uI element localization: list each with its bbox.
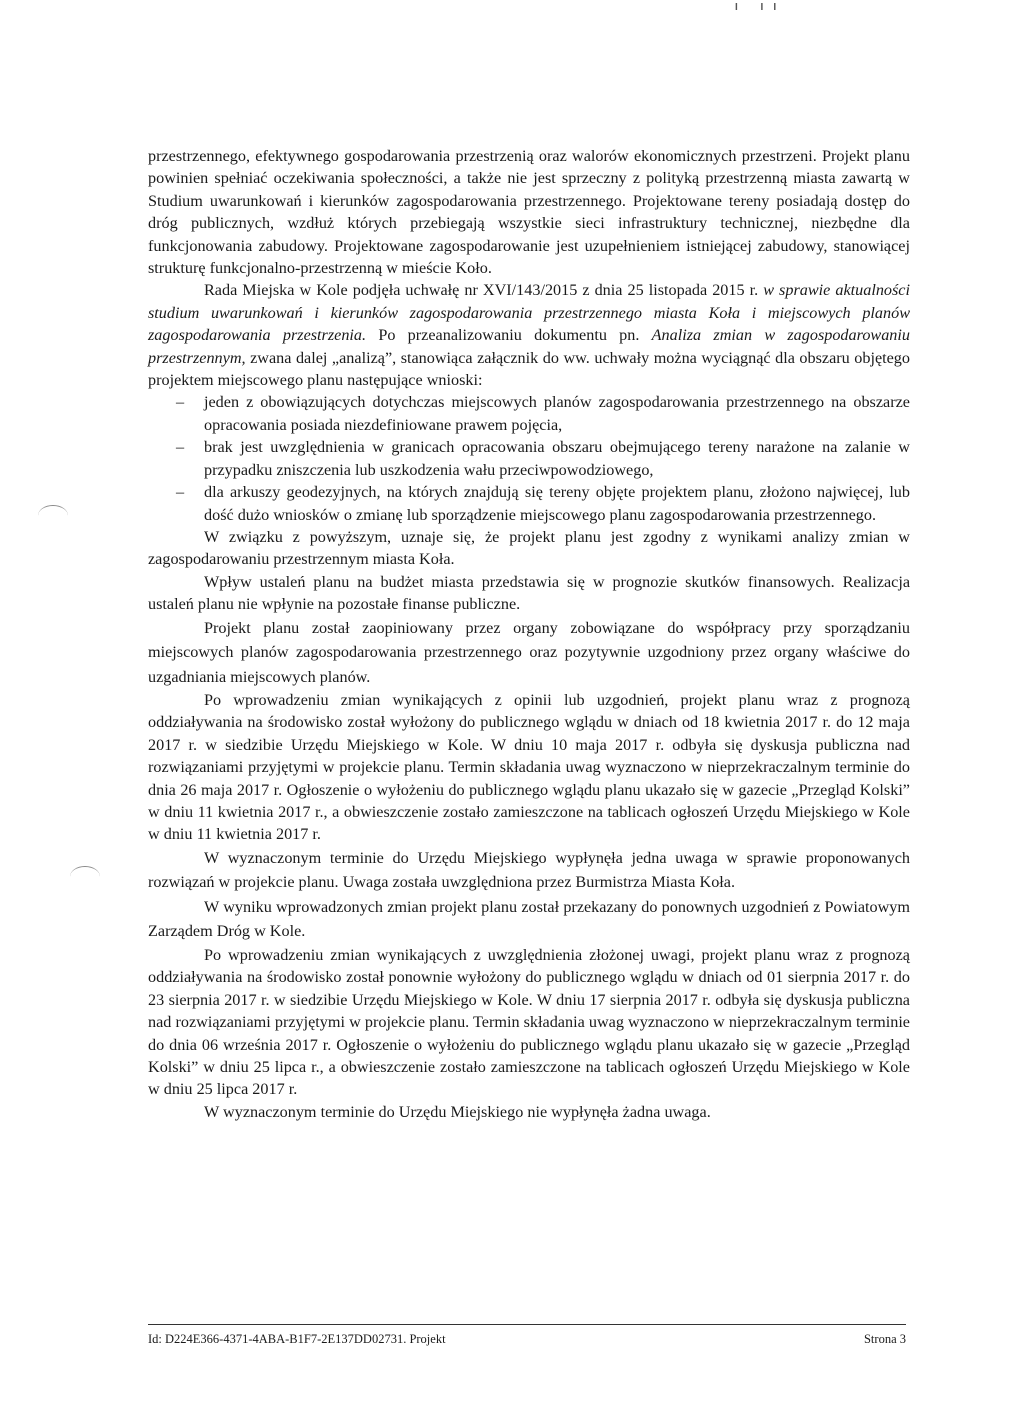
analysis-title: Analiza zmian w zagospodarowaniu przestrzennym, [148,326,910,367]
document-body [148,145,910,1123]
list-item-text: dla arkuszy geodezyjnych, na których znajdują się tereny objęte projektem planu, złożono najwięcej, lub dość dużo wniosków o zmianę lub sporządzenie miejscowego planu zagospodarowania przestrzennego. [204,483,910,524]
paragraph: przestrzennego, efektywnego gospodarowania przestrzenią oraz walorów ekonomicznych przestrzeni. Projekt planu powinien spełniać oczekiwania społeczności, a także nie jest sprzeczny z polityką przestrzenną miasta zawartą w Studium uwarunkowań i kierunków zagospodarowania przestrzennego. Projektowane tereny posiadają dostęp do dróg publicznych, wzdłuż których przebiegają wszystkie sieci infrastruktury technicznej, niezbędne dla funkcjonowania zabudowy. Projektowane zagospodarowanie jest uzupełnieniem istniejącej zabudowy, stanowiącej strukturę funkcjonalno-przestrzenną w mieście Koło. [148,147,910,278]
list-item [148,481,910,526]
list-item-text: jeden z obowiązujących dotychczas miejscowych planów zagospodarowania przestrzennego na obszarze opracowania posiada niezdefiniowane prawem pojęcia, [204,393,910,434]
paragraph: W związku z powyższym, uznaje się, że projekt planu jest zgodny z wynikami analizy zmian w zagospodarowaniu przestrzennym miasta Koła. [148,527,910,569]
list-item [148,391,910,436]
conclusions-list [148,391,910,525]
paragraph: Projekt planu został zaopiniowany przez organy zobowiązane do współpracy przy sporządzaniu miejscowych planów zagospodarowania przestrzennego oraz pozytywnie uzgodniony przez organy właściwe do uzgadniania miejscowych planów. [148,618,910,686]
list-dash: – [176,438,185,457]
paragraph: W wyniku wprowadzonych zmian projekt planu został przekazany do ponownych uzgodnień z Powiatowym Zarządem Dróg w Kole. [148,897,910,941]
page-footer [148,1324,906,1347]
list-dash: – [176,393,185,412]
resolution-title: w sprawie aktualności studium uwarunkowań i kierunków zagospodarowania przestrzennego miasta Koła i miejscowych planów zagospodarowania przestrzenia. [148,281,910,345]
list-dash: – [176,483,185,502]
scan-speck [38,505,68,526]
paragraph: W wyznaczonym terminie do Urzędu Miejskiego nie wypłynęła żadna uwaga. [204,1102,711,1121]
paragraph: Po wprowadzeniu zmian wynikających z uwzględnienia złożonej uwagi, projekt planu wraz z prognozą oddziaływania na środowisko został ponownie wyłożony do publicznego wglądu w dniach od 01 sierpnia 2017 r. do 23 sierpnia 2017 r. w siedzibie Urzędu Miejskiego w Kole. W dniu 17 sierpnia 2017 r. odbyła się dyskusja publiczna nad rozwiązaniami przyjętymi w projekcie planu. Termin składania uwag wyznaczono w nieprzekraczalnym terminie do dnia 06 września 2017 r. Ogłoszenie o wyłożeniu do publicznego wglądu planu ukazało się w gazecie „Przegląd Kolski” w dniu 25 lipca r., a obwieszczenie zostało zamieszczone na tablicach ogłoszeń Urzędu Miejskiego w Kole w dniu 25 lipca 2017 r. [148,945,910,1099]
document-id: Id: D224E366-4371-4ABA-B1F7-2E137DD02731. Projekt [148,1332,446,1346]
paragraph [148,279,910,391]
list-item [148,436,910,481]
paragraph: Wpływ ustaleń planu na budżet miasta przedstawia się w prognozie skutków finansowych. Realizacja ustaleń planu nie wpłynie na pozostałe finanse publiczne. [148,572,910,614]
scan-speck [70,866,100,887]
scan-mark: I II [735,2,787,13]
resolution-text: Rada Miejska w Kole podjęła uchwałę nr XVI/143/2015 z dnia 25 listopada 2015 r. [204,281,764,300]
paragraph: Po wprowadzeniu zmian wynikających z opinii lub uzgodnień, projekt planu wraz z prognozą oddziaływania na środowisko został wyłożony do publicznego wglądu w dniach od 18 kwietnia 2017 r. do 12 maja 2017 r. w siedzibie Urzędu Miejskiego w Kole. W dniu 10 maja 2017 r. odbyła się dyskusja publiczna nad rozwiązaniami przyjętymi w projekcie planu. Termin składania uwag wyznaczono w nieprzekraczalnym terminie do dnia 26 maja 2017 r. Ogłoszenie o wyłożeniu do publicznego wglądu planu ukazało się w gazecie „Przegląd Kolski” w dniu 11 kwietnia 2017 r., a obwieszczenie zostało zamieszczone na tablicach ogłoszeń Urzędu Miejskiego w Kole w dniu 11 kwietnia 2017 r. [148,691,910,844]
page-number: Strona 3 [863,1332,906,1346]
list-item-text: brak jest uwzględnienia w granicach opracowania obszaru obejmującego tereny narażone na zalanie w przypadku zniszczenia lub uszkodzenia wału przeciwpowodziowego, [204,438,910,479]
paragraph: W wyznaczonym terminie do Urzędu Miejskiego wypłynęła jedna uwaga w sprawie proponowanych rozwiązań w projekcie planu. Uwaga została uwzględniona przez Burmistrza Miasta Koła. [148,848,910,892]
paragraph-text: zwana dalej „analizą”, stanowiąca załącznik do ww. uchwały można wyciągnąć dla obszaru objętego projektem miejscowego planu następujące wnioski: [148,348,910,390]
paragraph-text: Po przeanalizowaniu dokumentu pn. [366,326,652,345]
